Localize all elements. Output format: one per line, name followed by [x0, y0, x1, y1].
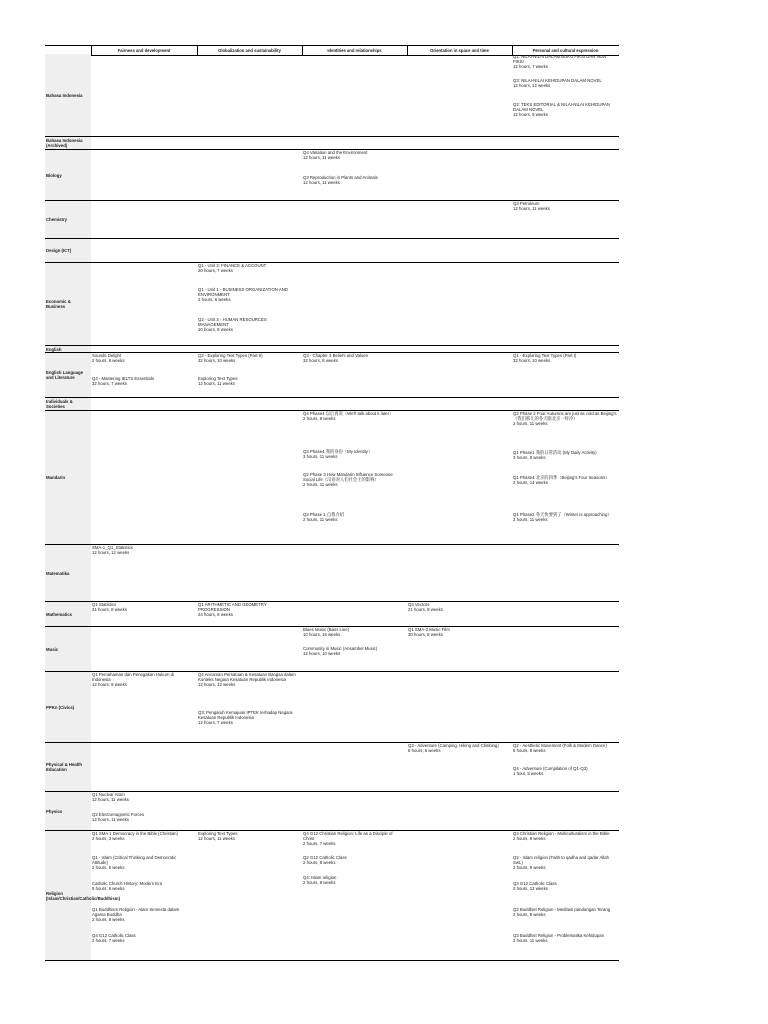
- unit-cell: [92, 545, 192, 600]
- unit-cell: [198, 137, 298, 148]
- unit-title: Q1 - Islam (Critical Thinking and Democratic Attitude): [92, 855, 178, 866]
- unit-cell: [303, 411, 403, 543]
- unit-cell: [408, 672, 508, 741]
- unit-meta: 12 hours, 11 weeks: [92, 797, 129, 803]
- unit-title: Q2: TEKS EDITORIAL & NILAI-NILAI KEHIDUPAN DALAM NOVEL: [513, 102, 612, 113]
- unit-title: Q4 - Mastering IELTS Essentials: [92, 376, 155, 381]
- unit-item[interactable]: [408, 602, 508, 612]
- unit-cell: [303, 792, 403, 829]
- unit-title: Q3: Pengaruh Kemajuan IPTEK terhadap Negara Kesatuan Republik Indonesia: [198, 710, 294, 721]
- header-orientation: Orientation in space and time: [430, 48, 489, 53]
- unit-title: Q3 Buddhist Religion - Problematika Kehidupan: [513, 933, 605, 938]
- subject-cell: [45, 353, 91, 397]
- unit-cell: [303, 398, 403, 409]
- unit-cell: [92, 602, 192, 625]
- unit-title: Q1 - Unit 2: FINANCE & ACCOUNT: [198, 263, 267, 268]
- subject-row: [45, 743, 619, 792]
- unit-item[interactable]: [513, 102, 617, 118]
- subject-cell: [45, 398, 91, 410]
- unit-cell: [92, 150, 192, 199]
- unit-meta: 2 hours, 6 weeks: [198, 297, 231, 303]
- unit-title: Q1 SMA 1 Democracy in the Bible (Christian): [92, 831, 178, 836]
- unit-cell: [198, 263, 298, 344]
- unit-title: Q1 Buddhism Religion - Alam Semesta dalam Agama Buddha: [92, 907, 181, 918]
- unit-title: SMA-1_Q1_Statistics: [92, 545, 133, 550]
- unit-meta: 8 hours, 8 weeks: [513, 748, 546, 754]
- unit-title: Q3: NILAI-NILAI KEHIDUPAN DALAM NOVEL: [513, 78, 602, 83]
- unit-cell: [198, 831, 298, 959]
- unit-cell: [303, 353, 403, 396]
- unit-title: Exploring Text Types: [198, 376, 238, 381]
- unit-item[interactable]: [303, 875, 403, 885]
- unit-item[interactable]: [198, 263, 298, 273]
- unit-cell: [92, 831, 192, 959]
- unit-cell: [513, 201, 617, 237]
- unit-cell: [303, 239, 403, 261]
- unit-cell: [92, 353, 192, 396]
- unit-item[interactable]: [513, 831, 617, 841]
- unit-meta: 2 hours, 8 weeks: [303, 416, 336, 422]
- unit-title: Q2 - Islam religion (Faith to qadha and qadar Allah Swt.): [513, 855, 611, 866]
- unit-title: Community in Music (Ansambel Music): [303, 646, 378, 651]
- subject-cell: [45, 411, 91, 544]
- unit-meta: 2 hours, 9 weeks: [513, 865, 546, 871]
- unit-cell: [408, 54, 508, 135]
- unit-meta: 2 hours, 11 weeks: [513, 421, 548, 427]
- unit-title: Q4 Phase4 以后再说（We'll talk about it later）: [303, 411, 394, 416]
- unit-meta: 2 hours, 6 weeks: [92, 358, 125, 364]
- unit-title: Sounds Delight: [92, 353, 122, 358]
- unit-item[interactable]: [513, 766, 617, 776]
- unit-cell: [513, 672, 617, 741]
- unit-title: Exploring Text Types: [198, 831, 238, 836]
- unit-meta: 2 hours, 3 weeks: [92, 836, 125, 842]
- unit-cell: [92, 201, 192, 237]
- unit-meta: 2 hours, 14 weeks: [513, 480, 548, 486]
- unit-item[interactable]: [303, 175, 403, 185]
- unit-item[interactable]: [513, 855, 617, 871]
- unit-item[interactable]: [303, 646, 403, 656]
- unit-cell: [408, 346, 508, 351]
- unit-meta: 21 hours, 8 weeks: [408, 607, 443, 613]
- subject-cell: [45, 137, 91, 149]
- unit-meta: 12 hours, 10 weeks: [303, 651, 341, 657]
- unit-title: Q4 - Adventure (Compilation of Q1-Q3): [513, 766, 588, 771]
- header-globalization: Globalization and sustainability: [218, 48, 281, 53]
- unit-cell: [92, 743, 192, 790]
- unit-cell: [92, 263, 192, 344]
- unit-item[interactable]: [513, 353, 617, 363]
- subject-label: Music: [46, 646, 59, 652]
- unit-item[interactable]: [92, 881, 192, 891]
- unit-cell: [408, 627, 508, 670]
- unit-meta: 12 hours, 11 weeks: [92, 817, 129, 823]
- unit-cell: [92, 239, 192, 261]
- unit-meta: 12 hours, 9 weeks: [92, 682, 127, 688]
- unit-cell: [92, 627, 192, 670]
- unit-title: Q3 Reproduction in Plants and Animals: [303, 175, 378, 180]
- unit-title: Q1: NILAI-NILAI DALAM BUKU FIKSI DAN NON FIKSI: [513, 54, 608, 65]
- unit-cell: [513, 54, 617, 135]
- unit-item[interactable]: [92, 353, 192, 363]
- unit-item[interactable]: [303, 150, 403, 160]
- unit-cell: [198, 346, 298, 351]
- unit-cell: [408, 831, 508, 959]
- unit-meta: 24 hours, 8 weeks: [198, 612, 233, 618]
- unit-item[interactable]: [92, 933, 192, 943]
- unit-item[interactable]: [513, 907, 617, 917]
- unit-cell: [408, 150, 508, 199]
- unit-item[interactable]: [513, 512, 617, 522]
- unit-item[interactable]: [513, 201, 617, 211]
- unit-cell: [303, 150, 403, 199]
- subject-label: Biology: [46, 172, 62, 178]
- unit-item[interactable]: [198, 831, 298, 841]
- unit-cell: [303, 831, 403, 959]
- unit-cell: [92, 137, 192, 148]
- unit-item[interactable]: [198, 672, 298, 688]
- subject-row: [45, 239, 619, 263]
- unit-cell: [198, 672, 298, 741]
- unit-cell: [198, 627, 298, 670]
- unit-cell: [198, 54, 298, 135]
- unit-cell: [408, 743, 508, 790]
- unit-meta: 8 hours, 6 weeks: [92, 886, 125, 892]
- unit-cell: [303, 672, 403, 741]
- subject-label: Economic & Business: [46, 299, 71, 309]
- unit-item[interactable]: [198, 287, 298, 303]
- subject-label: Bahasa Indonesia (Archived): [46, 138, 83, 148]
- subject-row: [45, 545, 619, 602]
- subject-row: [45, 398, 619, 411]
- unit-meta: 2 hours, 8 weeks: [513, 836, 546, 842]
- unit-meta: 32 hours, 7 weeks: [92, 381, 127, 387]
- unit-item[interactable]: [198, 376, 298, 386]
- unit-cell: [408, 137, 508, 148]
- unit-title: Q3 Christian Religion - Multiculturalism in the Bible: [513, 831, 610, 836]
- unit-item[interactable]: [513, 475, 617, 485]
- unit-item[interactable]: [303, 449, 403, 459]
- subject-label: Religion (Islam/Christian/Catholic/Buddhism): [46, 890, 121, 901]
- unit-title: Q2 Phase 2 Four Autumns are just as cold as Beijing's（我们那儿的冬天跟北京一样冷）: [513, 411, 617, 422]
- unit-cell: [408, 239, 508, 261]
- subject-row: [45, 353, 619, 398]
- unit-cell: [303, 54, 403, 135]
- unit-cell: [198, 411, 298, 543]
- header-fairness: Fairness and development: [117, 48, 171, 53]
- unit-cell: [92, 792, 192, 829]
- unit-item[interactable]: [92, 855, 192, 871]
- unit-meta: 2 hours, 8 weeks: [92, 917, 125, 923]
- unit-item[interactable]: [303, 627, 403, 637]
- unit-item[interactable]: [408, 743, 508, 753]
- unit-cell: [513, 743, 617, 790]
- subject-row: [45, 54, 619, 137]
- subject-row: [45, 137, 619, 150]
- unit-cell: [303, 137, 403, 148]
- unit-item[interactable]: [92, 812, 192, 822]
- unit-title: Q2 Phase 1 自我介绍: [303, 512, 345, 517]
- unit-meta: 21 hours, 8 weeks: [92, 607, 127, 613]
- unit-item[interactable]: [513, 743, 617, 753]
- unit-meta: 2 hours, 5 weeks: [92, 865, 125, 871]
- subject-cell: [45, 54, 91, 136]
- unit-meta: 2 hours, 8 weeks: [303, 860, 336, 866]
- unit-title: Q2 - Unit 3 - HUMAN RESOURCES MANAGEMENT: [198, 317, 268, 328]
- unit-meta: 32 hours, 8 weeks: [303, 358, 338, 364]
- unit-meta: 12 hours, 7 weeks: [198, 720, 233, 726]
- unit-meta: 32 hours, 10 weeks: [513, 358, 551, 364]
- unit-item[interactable]: [198, 353, 298, 363]
- unit-meta: 2 hours, 11 weeks: [303, 517, 338, 523]
- unit-item[interactable]: [408, 627, 508, 637]
- subject-row: [45, 627, 619, 672]
- unit-meta: 12 hours, 12 weeks: [92, 550, 130, 556]
- subject-label: Physical & Health Education: [46, 762, 83, 772]
- unit-title: Q1 Nuclear Atom: [92, 792, 125, 797]
- unit-meta: 12 hours, 12 weeks: [198, 682, 236, 688]
- unit-item[interactable]: [513, 933, 617, 943]
- unit-cell: [408, 602, 508, 625]
- unit-item[interactable]: [303, 353, 403, 363]
- unit-cell: [408, 263, 508, 344]
- unit-title: Q2 - Exploring Text Types (Part II): [198, 353, 263, 358]
- unit-title: Q2 Phase 3 How Mandarin Influence Someone Social Life（汉语对人们社会上的影响）: [303, 472, 395, 483]
- subject-label: Physics: [46, 808, 63, 814]
- unit-meta: 2 hours, 8 weeks: [303, 880, 336, 886]
- subject-cell: [45, 627, 91, 671]
- subject-cell: [45, 150, 91, 200]
- unit-item[interactable]: [92, 792, 192, 802]
- unit-title: Q4 G12 Christian Religion: Life as a Disciple of Christ: [303, 831, 394, 842]
- subject-row: [45, 346, 619, 353]
- subject-label: English: [46, 346, 62, 352]
- unit-cell: [513, 545, 617, 600]
- unit-title: Q1 Pemahaman dan Penegakan Hukum di Indonesia: [92, 672, 176, 683]
- unit-cell: [92, 398, 192, 409]
- unit-item[interactable]: [303, 855, 403, 865]
- unit-meta: 32 hours, 10 weeks: [198, 358, 236, 364]
- unit-cell: [513, 398, 617, 409]
- subject-cell: [45, 545, 91, 601]
- unit-cell: [92, 346, 192, 351]
- subject-label: Individuals & Societies: [46, 399, 73, 409]
- unit-cell: [198, 398, 298, 409]
- unit-item[interactable]: [513, 54, 617, 70]
- unit-item[interactable]: [92, 672, 192, 688]
- subject-row: [45, 602, 619, 627]
- subject-label: Mathematics: [46, 611, 73, 617]
- header-personal: Personal and cultural expression: [532, 48, 599, 53]
- subject-cell: [45, 672, 91, 742]
- subject-label: Mandarin: [46, 475, 66, 480]
- subject-cell: [45, 239, 91, 262]
- unit-meta: 2 hours, 8 weeks: [513, 912, 546, 918]
- unit-title: Q2 G12 Catholic Class: [303, 855, 347, 860]
- subject-cell: [45, 346, 91, 352]
- unit-title: Q1 Phase2 冬天快要到了（Winter is approaching）: [513, 512, 612, 517]
- unit-title: Q2 Buddhist Religion - Meditasi pandangan Terang: [513, 907, 611, 912]
- unit-cell: [92, 672, 192, 741]
- unit-title: Q3 - Adventure (Camping, Hiking and Climbing): [408, 743, 499, 748]
- unit-title: Q2 Electromagnetic Forces: [92, 812, 145, 817]
- unit-item[interactable]: [92, 376, 192, 386]
- unit-cell: [513, 150, 617, 199]
- unit-title: Q4 Variation and the Environment: [303, 150, 368, 155]
- subject-cell: [45, 602, 91, 626]
- subject-cell: [45, 792, 91, 830]
- unit-item[interactable]: [303, 411, 403, 421]
- unit-cell: [408, 411, 508, 543]
- unit-cell: [513, 831, 617, 959]
- unit-title: Q3 Petroleum: [513, 201, 540, 206]
- unit-cell: [303, 602, 403, 625]
- unit-meta: 2 hours, 11 weeks: [303, 482, 338, 488]
- unit-meta: 10 hours, 8 weeks: [198, 327, 233, 333]
- unit-item[interactable]: [198, 710, 298, 726]
- unit-cell: [303, 627, 403, 670]
- unit-meta: 12 hours, 11 weeks: [303, 180, 340, 186]
- subject-label: PPKn (Civics): [46, 704, 75, 710]
- unit-cell: [513, 792, 617, 829]
- unit-meta: 2 hours, 7 weeks: [303, 841, 336, 847]
- unit-meta: 2 hours, 7 weeks: [92, 938, 125, 944]
- unit-cell: [198, 743, 298, 790]
- unit-meta: 30 hours, 8 weeks: [408, 632, 443, 638]
- unit-cell: [198, 545, 298, 600]
- unit-meta: 10 hours, 16 weeks: [303, 632, 341, 638]
- unit-cell: [513, 627, 617, 670]
- unit-title: Blues Music (Bass Line): [303, 627, 350, 632]
- unit-title: Catholic Church History: Modern Era: [92, 881, 162, 886]
- unit-cell: [198, 792, 298, 829]
- unit-meta: 8 hours, 6 weeks: [408, 748, 441, 754]
- unit-cell: [92, 411, 192, 543]
- unit-title: Q1 SMA-2 Music Film: [408, 627, 450, 632]
- unit-title: Q3 G12 Catholic Class: [513, 881, 557, 886]
- subject-cell: [45, 743, 91, 791]
- subject-cell: [45, 201, 91, 238]
- unit-cell: [198, 150, 298, 199]
- unit-cell: [408, 398, 508, 409]
- subject-row: [45, 263, 619, 346]
- unit-item[interactable]: [92, 831, 192, 841]
- unit-item[interactable]: [303, 512, 403, 522]
- unit-meta: 12 hours, 11 weeks: [513, 206, 550, 212]
- unit-item[interactable]: [198, 317, 298, 333]
- unit-item[interactable]: [513, 450, 617, 460]
- unit-meta: 12 hours, 7 weeks: [513, 64, 548, 70]
- unit-cell: [513, 239, 617, 261]
- subject-row: [45, 201, 619, 239]
- unit-meta: 12 hours, 12 weeks: [513, 83, 551, 89]
- unit-meta: 1 hour, 5 weeks: [513, 771, 544, 777]
- subject-label: Chemistry: [46, 217, 68, 222]
- unit-cell: [198, 201, 298, 237]
- unit-item[interactable]: [92, 907, 192, 923]
- unit-item[interactable]: [92, 602, 192, 612]
- unit-cell: [92, 54, 192, 135]
- unit-meta: 12 hours, 11 weeks: [198, 381, 235, 387]
- unit-meta: 2 hours, 11 weeks: [513, 938, 548, 944]
- unit-meta: 3 hours, 11 weeks: [303, 454, 338, 460]
- unit-cell: [513, 263, 617, 344]
- subject-label: Bahasa Indonesia: [46, 92, 83, 98]
- unit-item[interactable]: [303, 831, 403, 847]
- subject-label: Design (ICT): [46, 248, 72, 253]
- unit-meta: 12 hours, 11 weeks: [303, 155, 340, 161]
- unit-cell: [513, 137, 617, 148]
- unit-meta: 20 hours, 7 weeks: [198, 268, 233, 274]
- subject-row: [45, 792, 619, 831]
- unit-title: Q3 Vectors: [408, 602, 430, 607]
- subject-row: [45, 411, 619, 545]
- unit-title: Q1 - Unit 1 - BUSINESS ORGANIZATION AND ENVIRONMENT: [198, 287, 290, 298]
- unit-item[interactable]: [513, 78, 617, 88]
- unit-cell: [513, 353, 617, 396]
- subject-cell: [45, 263, 91, 345]
- unit-item[interactable]: [513, 411, 617, 427]
- unit-cell: [303, 346, 403, 351]
- unit-title: Q1 Statistics: [92, 602, 117, 607]
- unit-cell: [303, 743, 403, 790]
- unit-title: Q4 G12 Catholic Class: [92, 933, 136, 938]
- subject-row: [45, 672, 619, 743]
- unit-meta: 12 hours, 11 weeks: [198, 836, 235, 842]
- unit-item[interactable]: [513, 881, 617, 891]
- unit-title: Q3 - Chapter 3 Beliefs and Values: [303, 353, 368, 358]
- header-identities: Identities and relationships: [327, 48, 382, 53]
- unit-cell: [513, 602, 617, 625]
- unit-cell: [198, 239, 298, 261]
- unit-cell: [198, 353, 298, 396]
- unit-cell: [513, 346, 617, 351]
- subject-row: [45, 831, 619, 961]
- unit-title: Q1 ARITHMETIC AND GEOMETRY PROGRESSION: [198, 602, 268, 613]
- unit-title: Q4 Ancaman Persatuan & Kesatuan Bangsa dalam Konteks Negara Kesatuan Republik Indonesia: [198, 672, 297, 683]
- unit-title: Q1 - Exploring Text Types (Part I): [513, 353, 577, 358]
- unit-meta: 12 hours, 9 weeks: [513, 112, 548, 118]
- subject-row: [45, 150, 619, 201]
- unit-title: Q1 Phase1 我的日常活动 (My Daily Activity): [513, 450, 597, 455]
- unit-cell: [198, 602, 298, 625]
- unit-cell: [303, 545, 403, 600]
- unit-cell: [303, 263, 403, 344]
- unit-cell: [513, 411, 617, 543]
- unit-item[interactable]: [303, 472, 403, 488]
- unit-title: Q4: Islam religion: [303, 875, 337, 880]
- unit-item[interactable]: [198, 602, 298, 618]
- unit-meta: 2 hours, 12 weeks: [513, 886, 548, 892]
- unit-title: Q2 - Aesthetic Movement (Folk & Modern Dance): [513, 743, 607, 748]
- unit-item[interactable]: [92, 545, 192, 555]
- unit-meta: 3 hours, 8 weeks: [513, 455, 546, 461]
- subject-label: English Language and Literature: [46, 370, 84, 380]
- unit-meta: 2 hours, 11 weeks: [513, 517, 548, 523]
- unit-cell: [408, 792, 508, 829]
- subject-label: Matematika: [46, 570, 70, 576]
- unit-title: Q3 Phase4 我的身份（My Identity）: [303, 449, 373, 454]
- unit-title: Q1 Phase4 北京的四季（Beijing's Four Seasons）: [513, 475, 610, 480]
- unit-cell: [303, 201, 403, 237]
- unit-cell: [408, 545, 508, 600]
- unit-cell: [408, 353, 508, 396]
- unit-cell: [408, 201, 508, 237]
